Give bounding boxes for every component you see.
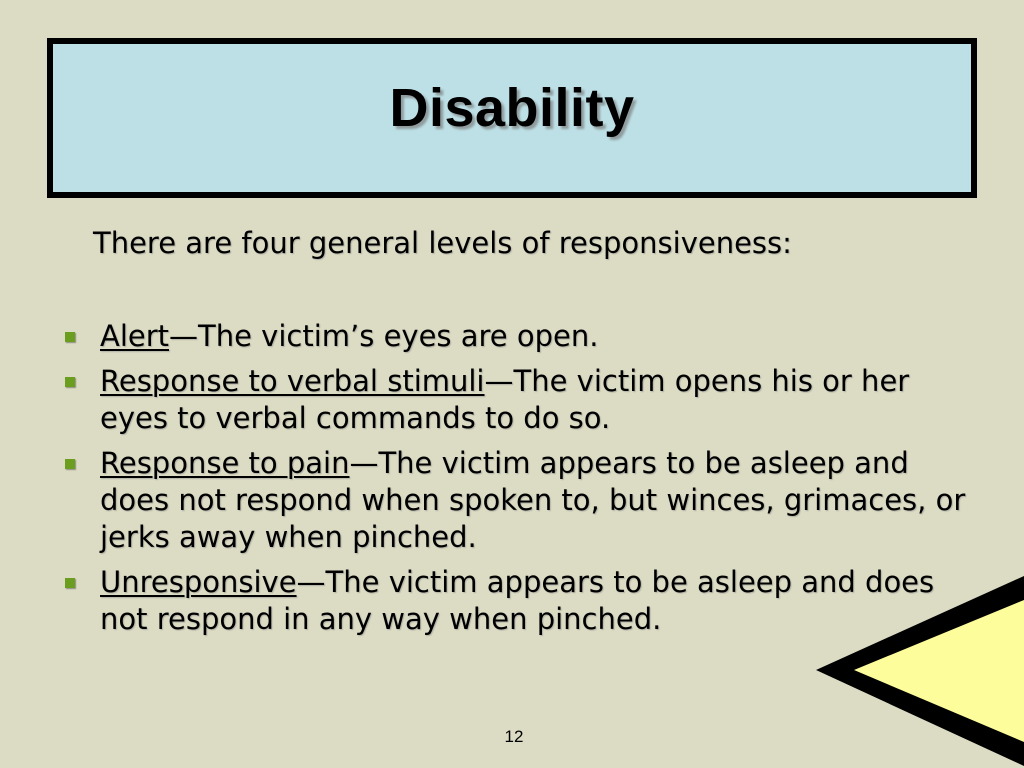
- bullet-item-alert: [62, 318, 972, 355]
- slide-title: Disability: [389, 78, 635, 138]
- green-square-bullet-icon: [65, 377, 75, 387]
- yellow-arrow-pointer-icon: [808, 570, 1024, 768]
- bullet-item-verbal: [62, 363, 972, 437]
- title-box: [47, 38, 977, 198]
- intro-text: There are four general levels of responsiveness:: [93, 226, 792, 260]
- bullet-term: Response to pain: [100, 446, 350, 480]
- bullet-term: Response to verbal stimuli: [100, 364, 485, 398]
- bullet-item-pain: [62, 445, 972, 556]
- bullet-text: —The victim opens his or her eyes to verbal commands to do so.: [100, 364, 910, 435]
- bullet-term: Unresponsive: [100, 565, 297, 599]
- green-square-bullet-icon: [65, 459, 75, 469]
- bullet-text: —The victim appears to be asleep and does not respond in any way when pinched.: [100, 565, 935, 636]
- green-square-bullet-icon: [65, 578, 75, 588]
- page-number: 12: [504, 727, 524, 746]
- green-square-bullet-icon: [65, 332, 75, 342]
- bullet-text: —The victim appears to be asleep and does not respond when spoken to, but winces, grimaces, or jerks away when pinched.: [100, 446, 966, 554]
- bullet-term: Alert: [100, 319, 170, 353]
- bullet-text: —The victim’s eyes are open.: [169, 319, 599, 353]
